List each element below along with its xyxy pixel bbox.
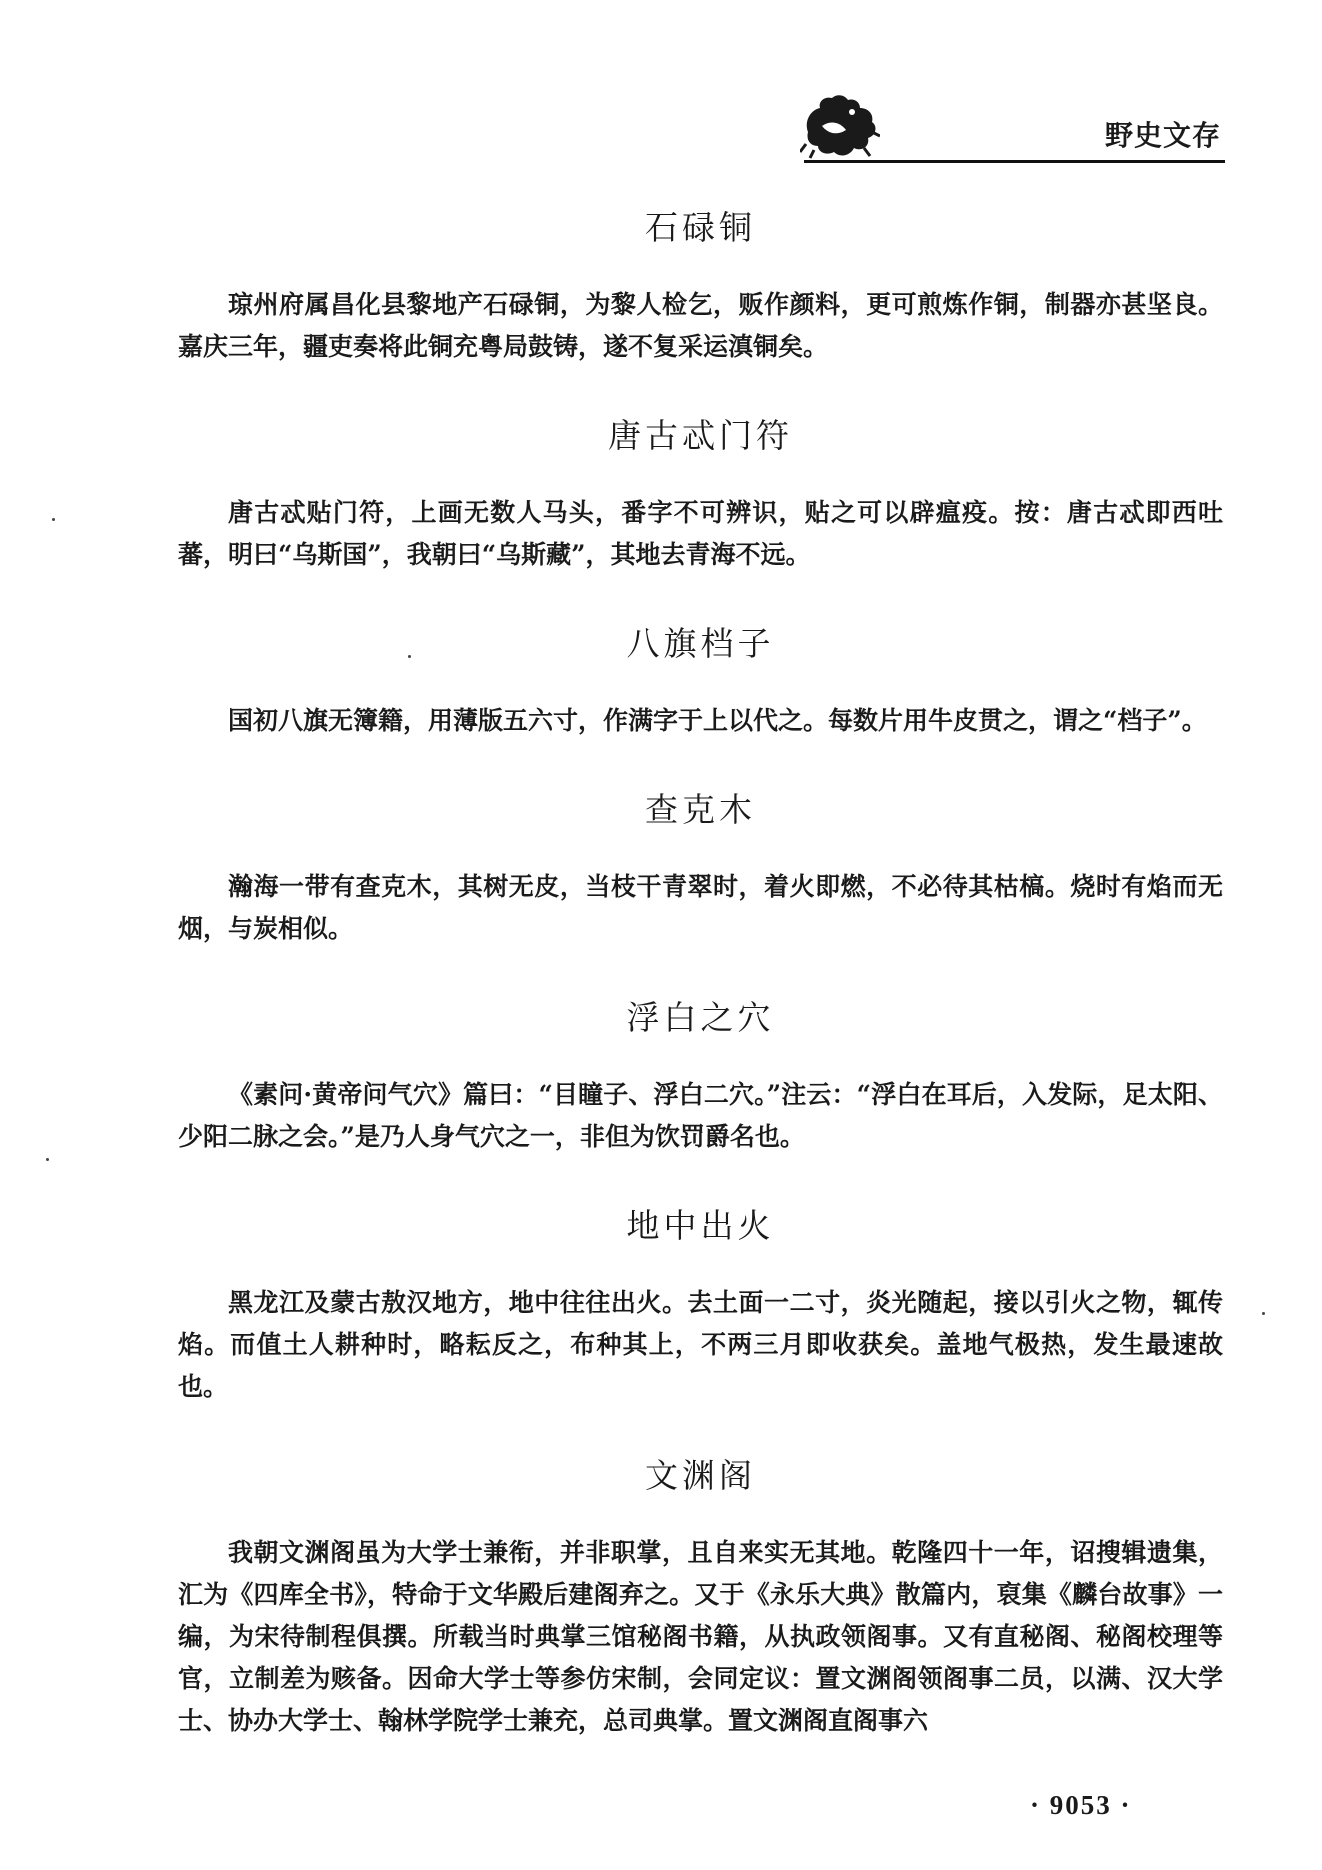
entry-title: 八旗档子 [626,624,775,663]
entry-title: 地中出火 [626,1206,775,1245]
entry [178,408,1223,576]
entry-body: 琼州府属昌化县黎地产石碌铜，为黎人检乞，贩作颜料，更可煎炼作铜，制器亦甚坚良。嘉庆三年，疆吏奏将此铜充粤局鼓铸，遂不复采运滇铜矣。 [178,290,1223,361]
entry [178,616,1223,742]
entry-title: 浮白之穴 [626,998,775,1037]
header-rule [804,160,1225,163]
page-content [178,200,1223,1782]
entry [178,1198,1223,1408]
entry-title: 文渊阁 [645,1456,756,1495]
scan-speck [408,655,411,658]
entry-body: 国初八旗无簿籍，用薄版五六寸，作满字于上以代之。每数片用牛皮贯之，谓之“档子”。 [228,706,1207,735]
entry [178,1448,1223,1742]
running-title: 野史文存 [1104,119,1221,152]
entry-body: 瀚海一带有查克木，其树无皮，当枝干青翠时，着火即燃，不必待其枯槁。烧时有焰而无烟，与炭相似。 [178,872,1223,943]
scan-speck [1262,1312,1265,1315]
entry-title: 石碌铜 [645,208,756,247]
scan-speck [46,1158,49,1161]
entry [178,782,1223,950]
entry-title: 查克木 [645,790,756,829]
entry-body: 唐古忒贴门符，上画无数人马头，番字不可辨识，贴之可以辟瘟疫。按：唐古忒即西吐蕃，明曰“乌斯国”，我朝曰“乌斯藏”，其地去青海不远。 [178,498,1223,569]
entry-body: 我朝文渊阁虽为大学士兼衔，并非职掌，且自来实无其地。乾隆四十一年，诏搜辑遗集，汇为《四库全书》，特命于文华殿后建阁弃之。又于《永乐大典》散篇内，裒集《麟台故事》一编，为宋待制程俱撰。所载当时典掌三馆秘阁书籍，从执政领阁事。又有直秘阁、秘阁校理等官，立制差为赅备。因命大学士等参仿宋制，会同定议：置文渊阁领阁事二员，以满、汉大学士、协办大学士、翰林学院学士兼充，总司典掌。置文渊阁直阁事六 [178,1538,1223,1735]
page-number: · 9053 · [1030,1790,1132,1820]
page-header [800,92,1225,168]
scan-speck [52,518,55,521]
entry-body: 黑龙江及蒙古敖汉地方，地中往往出火。去土面一二寸，炎光随起，接以引火之物，辄传焰。而值土人耕种时，略耘反之，布种其上，不两三月即收获矣。盖地气极热，发生最速故也。 [178,1288,1223,1401]
dragon-emblem-icon [800,92,880,160]
entry-body: 《素问·黄帝问气穴》篇曰：“目瞳子、浮白二穴。”注云：“浮白在耳后，入发际，足太阳、少阳二脉之会。”是乃人身气穴之一，非但为饮罚爵名也。 [178,1080,1223,1151]
entry [178,990,1223,1158]
entry-title: 唐古忒门符 [608,416,793,455]
entry [178,200,1223,368]
